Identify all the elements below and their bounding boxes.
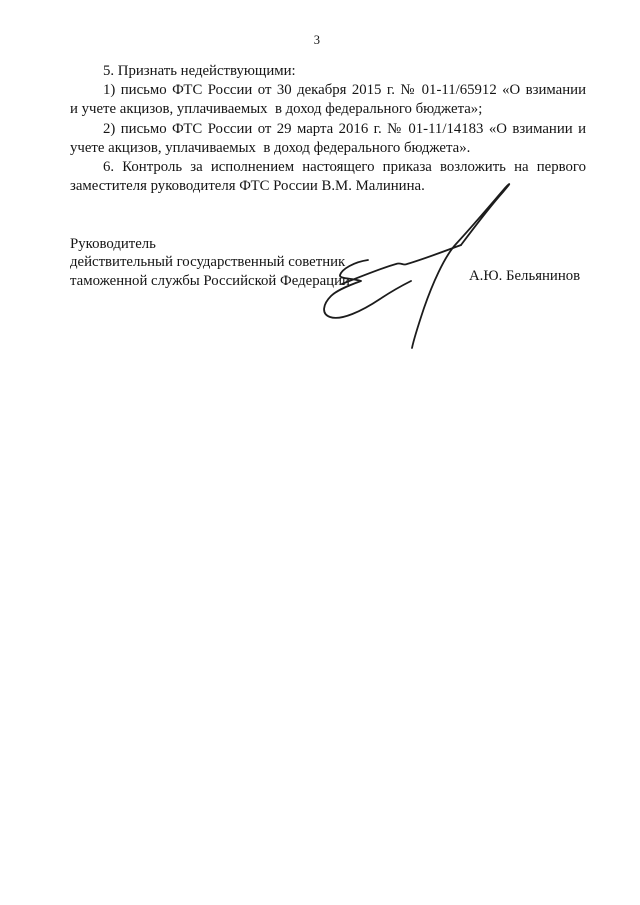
order-clause-5-item-1-line-1: 1) письмо ФТС России от 30 декабря 2015 г. № 01-11/65912 «О взимании — [103, 82, 586, 99]
signatory-title-line-1: Руководитель — [70, 236, 156, 252]
order-clause-5: 5. Признать недействующими: — [103, 63, 296, 79]
order-clause-5-item-1-line-2: и учете акцизов, уплачиваемых в доход федерального бюджета»; — [70, 101, 483, 118]
page-number: 3 — [313, 33, 321, 47]
signatory-name: А.Ю. Бельянинов — [469, 268, 581, 284]
signatory-title-line-3: таможенной службы Российской Федерации — [70, 272, 350, 289]
order-clause-5-item-2-line-2: учете акцизов, уплачиваемых в доход федерального бюджета». — [70, 139, 471, 156]
signatory-title-line-2: действительный государственный советник — [70, 254, 346, 271]
order-body — [70, 62, 586, 196]
order-clause-6-line-2: заместителя руководителя ФТС России В.М. Малинина. — [70, 178, 425, 195]
order-clause-5-item-2-line-1: 2) письмо ФТС России от 29 марта 2016 г. № 01-11/14183 «О взимании и — [103, 120, 586, 137]
handwritten-signature-icon — [310, 183, 530, 363]
order-clause-6-line-1: 6. Контроль за исполнением настоящего приказа возложить на первого — [103, 159, 586, 176]
